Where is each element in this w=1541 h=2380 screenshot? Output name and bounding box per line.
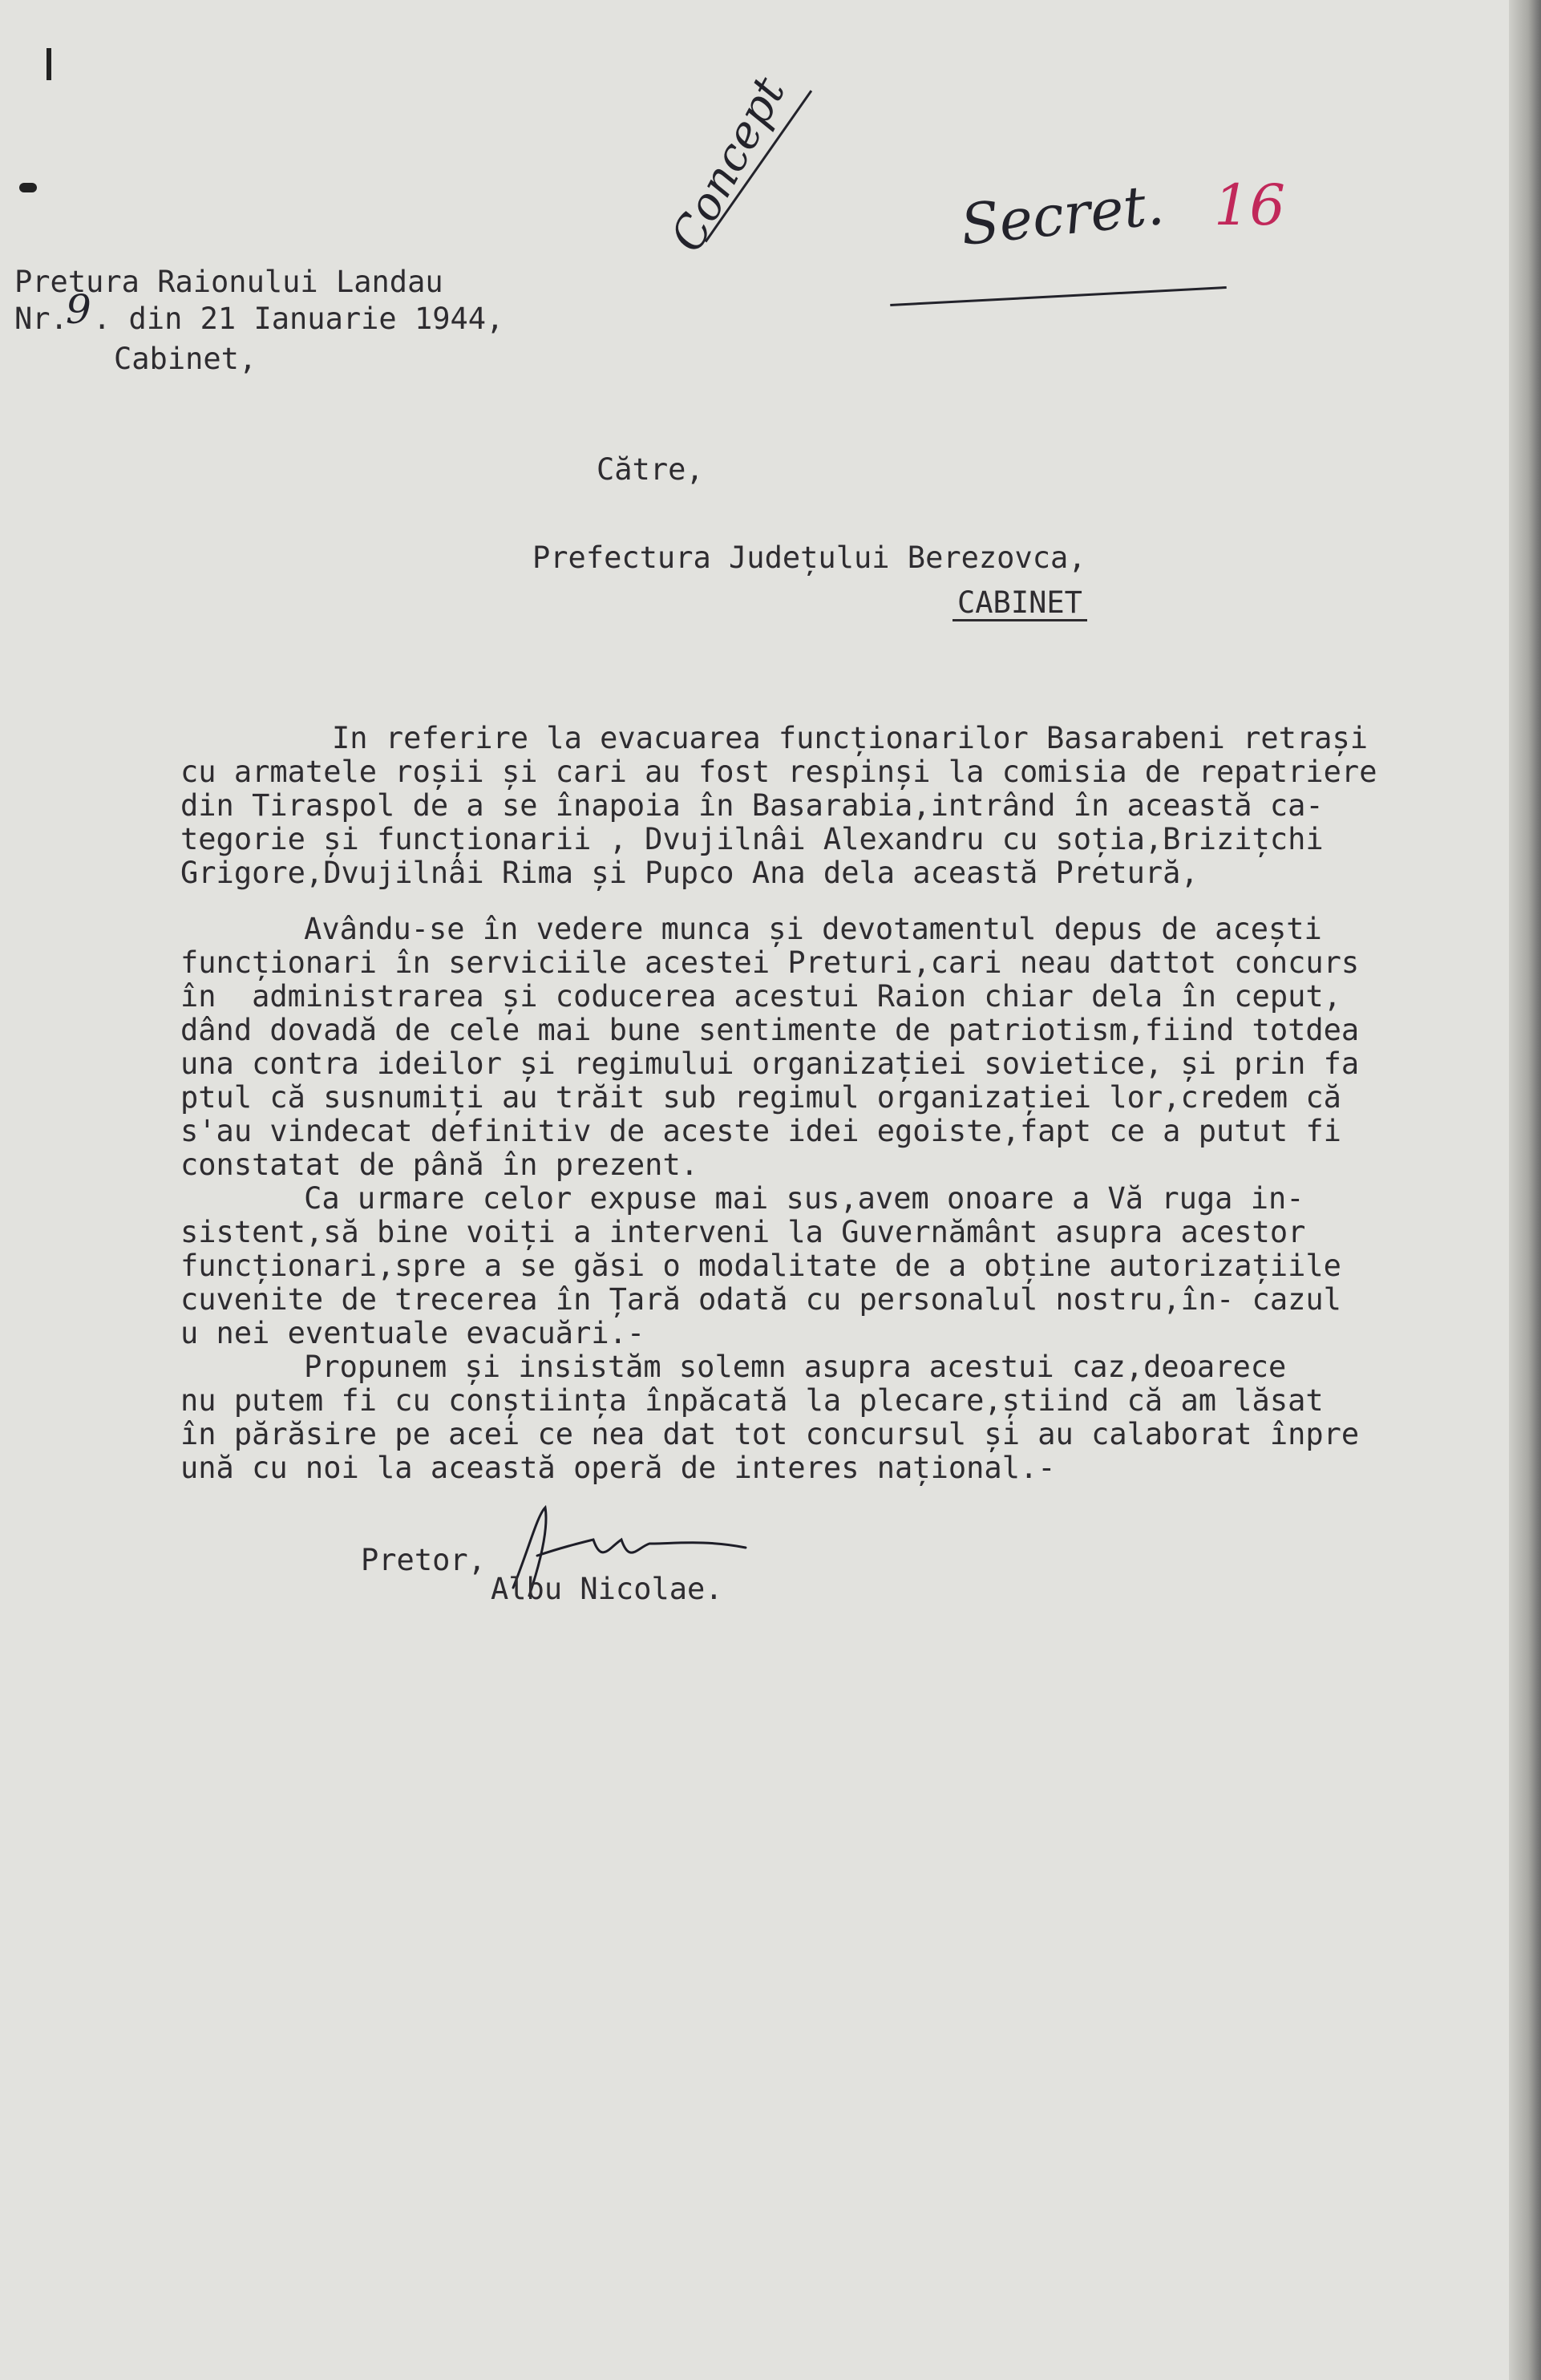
body-line: constatat de până în prezent. <box>180 1148 699 1182</box>
body-line: din Tiraspol de a se înapoia în Basarabia,intrând în această ca- <box>180 788 1324 823</box>
body-line: s'au vindecat definitiv de aceste idei egoiste,fapt ce a putut fi <box>180 1114 1341 1148</box>
body-line: sistent,să bine voiți a interveni la Guvernământ asupra acestor <box>180 1215 1306 1249</box>
body-line: Avându-se în vedere munca și devotamentul depus de acești <box>233 912 1322 946</box>
page-number-annotation: 16 <box>1214 172 1286 238</box>
document-number: 9 <box>66 286 91 333</box>
concept-annotation: Concept <box>661 68 796 261</box>
page-edge-shadow <box>1509 0 1541 2380</box>
number-prefix: Nr. <box>14 302 68 336</box>
body-line: una contra ideilor și regimului organizației sovietice, și prin fa <box>180 1046 1360 1081</box>
body-line: nu putem fi cu conștiința înpăcată la plecare,știind că am lăsat <box>180 1383 1324 1418</box>
secret-underline <box>890 286 1227 306</box>
recipient-name: Prefectura Județului Berezovca, <box>532 540 1086 575</box>
binding-mark <box>47 48 51 80</box>
body-line: funcționari în serviciile acestei Preturi,cari neau dattot concurs <box>180 945 1360 980</box>
document-date: . din 21 Ianuarie 1944, <box>93 302 504 336</box>
body-line: ptul că susnumiți au trăit sub regimul organizației lor,credem că <box>180 1080 1341 1115</box>
binding-mark <box>19 183 37 192</box>
body-line: Grigore,Dvujilnâi Rima și Pupco Ana dela această Pretură, <box>180 856 1199 890</box>
secret-annotation: Secret. <box>957 171 1167 259</box>
recipient-department: CABINET <box>953 587 1087 621</box>
signature-title: Pretor, <box>361 1543 486 1577</box>
body-line: în administrarea și coducerea acestui Raion chiar dela în ceput, <box>180 979 1341 1014</box>
body-line: cu armatele roșii și cari au fost respinși la comisia de repatriere <box>180 755 1377 789</box>
recipient-salutation: Către, <box>597 452 704 487</box>
body-line: Ca urmare celor expuse mai sus,avem onoare a Vă ruga in- <box>233 1181 1304 1216</box>
body-line: dând dovadă de cele mai bune sentimente de patriotism,fiind totdea <box>180 1013 1360 1047</box>
cabinet-label: Cabinet, <box>114 342 257 376</box>
body-line: în părăsire pe acei ce nea dat tot concursul și au calaborat înpre <box>180 1417 1360 1451</box>
body-line: Propunem și insistăm solemn asupra acestui caz,deoarece <box>233 1350 1287 1384</box>
body-line: In referire la evacuarea funcționarilor Basarabeni retrași <box>332 721 1369 755</box>
body-line: ună cu noi la această operă de interes național.- <box>180 1451 1056 1485</box>
body-line: tegorie și funcționarii , Dvujilnâi Alexandru cu soția,Brizițchi <box>180 822 1324 856</box>
signatory-name: Albu Nicolae. <box>491 1572 723 1606</box>
office-line: Pretura Raionului Landau <box>14 265 443 299</box>
body-line: funcționari,spre a se găsi o modalitate de a obține autorizațiile <box>180 1249 1341 1283</box>
body-line: u nei eventuale evacuări.- <box>180 1316 645 1350</box>
body-line: cuvenite de trecerea în Țară odată cu personalul nostru,în- cazul <box>180 1282 1341 1317</box>
